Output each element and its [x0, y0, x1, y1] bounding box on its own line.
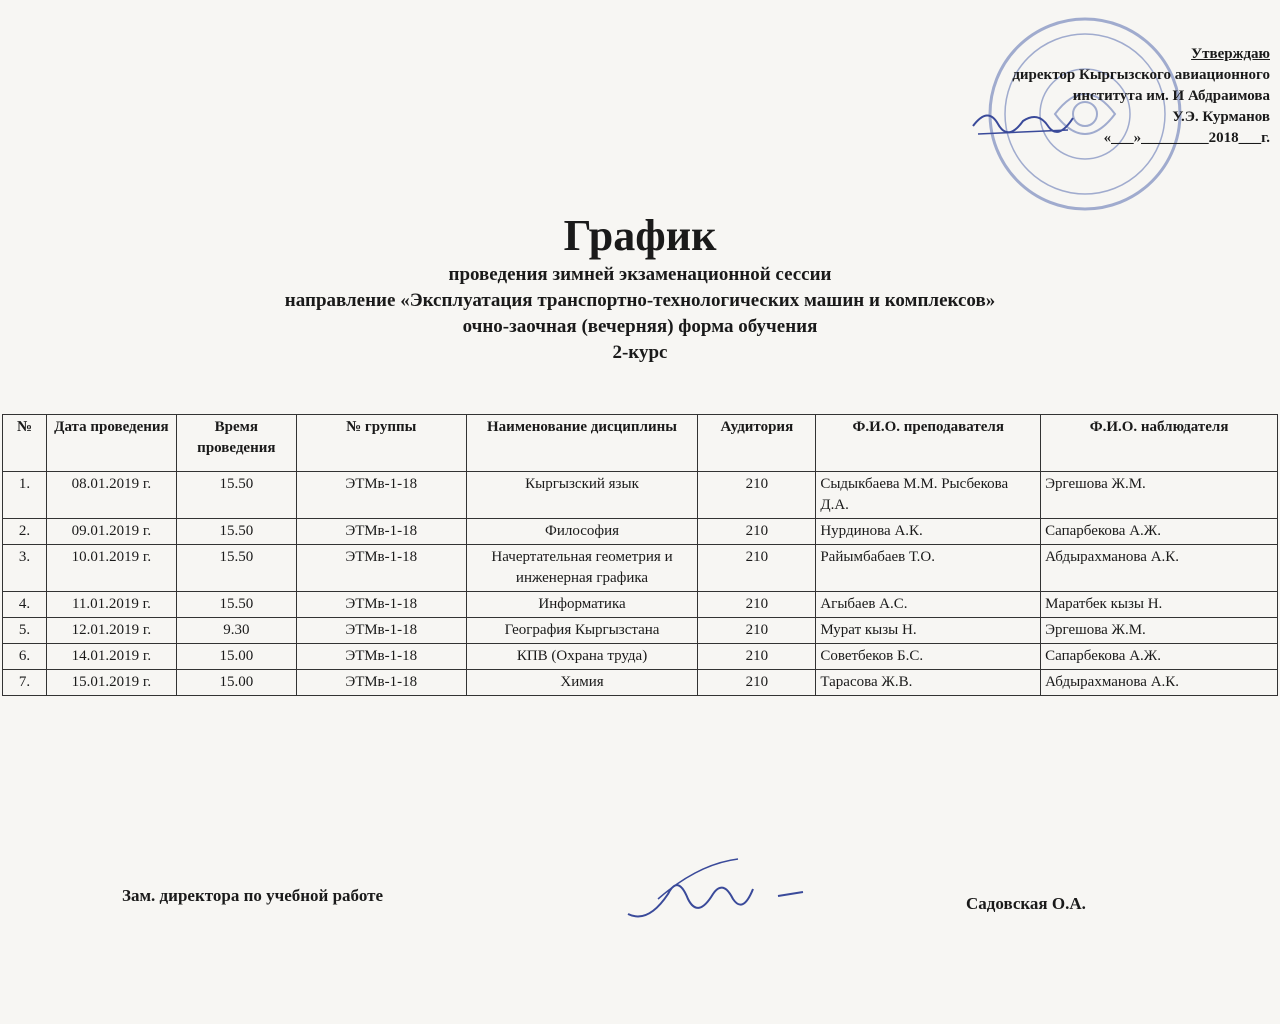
subtitle-line-1: проведения зимней экзаменационной сессии: [448, 264, 832, 285]
table-row: [3, 644, 1278, 670]
footer-position: Зам. директора по учебной работе: [122, 886, 383, 905]
subtitle-line-2: направление «Эксплуатация транспортно-технологических машин и комплексов»: [284, 290, 996, 311]
cell-room: 210: [698, 519, 816, 545]
cell-time: 15.50: [176, 592, 296, 618]
header-date: Дата проведения: [46, 415, 176, 472]
header-group: № группы: [296, 415, 466, 472]
cell-discipline: Философия: [466, 519, 698, 545]
table-row: [3, 472, 1278, 519]
table-row: [3, 592, 1278, 618]
header-time: Время проведения: [176, 415, 296, 472]
approval-position: директор Кыргызского авиационного: [1012, 67, 1270, 83]
cell-date: 12.01.2019 г.: [46, 618, 176, 644]
cell-discipline: КПВ (Охрана труда): [466, 644, 698, 670]
cell-group: ЭТМв-1-18: [296, 618, 466, 644]
cell-discipline: Химия: [466, 670, 698, 696]
cell-observer: Сапарбекова А.Ж.: [1041, 644, 1278, 670]
table-row: [3, 519, 1278, 545]
cell-date: 09.01.2019 г.: [46, 519, 176, 545]
cell-group: ЭТМв-1-18: [296, 472, 466, 519]
cell-teacher: Нурдинова А.К.: [816, 519, 1041, 545]
cell-date: 15.01.2019 г.: [46, 670, 176, 696]
table-header-row: [3, 415, 1278, 472]
header-discipline: Наименование дисциплины: [466, 415, 698, 472]
table-row: [3, 670, 1278, 696]
header-room: Аудитория: [698, 415, 816, 472]
cell-discipline: Информатика: [466, 592, 698, 618]
cell-number: 4.: [3, 592, 47, 618]
footer-name: Садовская О.А.: [966, 894, 1086, 913]
cell-date: 11.01.2019 г.: [46, 592, 176, 618]
cell-observer: Эргешова Ж.М.: [1041, 618, 1278, 644]
cell-group: ЭТМв-1-18: [296, 644, 466, 670]
table-row: [3, 618, 1278, 644]
header-number: №: [3, 415, 47, 472]
cell-teacher: Советбеков Б.С.: [816, 644, 1041, 670]
cell-time: 15.50: [176, 545, 296, 592]
cell-teacher: Сыдыкбаева М.М. Рысбекова Д.А.: [816, 472, 1041, 519]
exam-schedule-table: [2, 414, 1278, 696]
approval-date: «___»_________2018___г.: [1103, 130, 1270, 146]
cell-teacher: Райымбабаев Т.О.: [816, 545, 1041, 592]
cell-teacher: Тарасова Ж.В.: [816, 670, 1041, 696]
deputy-signature: [618, 854, 818, 934]
cell-room: 210: [698, 644, 816, 670]
cell-number: 1.: [3, 472, 47, 519]
cell-number: 2.: [3, 519, 47, 545]
table-row: [3, 545, 1278, 592]
cell-number: 6.: [3, 644, 47, 670]
cell-observer: Маратбек кызы Н.: [1041, 592, 1278, 618]
approval-heading: Утверждаю: [1191, 46, 1270, 62]
cell-time: 9.30: [176, 618, 296, 644]
approval-block: [880, 44, 1270, 149]
subtitle-line-3: очно-заочная (вечерняя) форма обучения: [462, 316, 818, 337]
cell-date: 14.01.2019 г.: [46, 644, 176, 670]
header-teacher: Ф.И.О. преподавателя: [816, 415, 1041, 472]
cell-time: 15.50: [176, 472, 296, 519]
cell-room: 210: [698, 472, 816, 519]
cell-observer: Абдырахманова А.К.: [1041, 670, 1278, 696]
cell-group: ЭТМв-1-18: [296, 670, 466, 696]
cell-group: ЭТМв-1-18: [296, 519, 466, 545]
cell-observer: Абдырахманова А.К.: [1041, 545, 1278, 592]
title-block: [0, 210, 1280, 366]
cell-group: ЭТМв-1-18: [296, 592, 466, 618]
cell-room: 210: [698, 670, 816, 696]
header-observer: Ф.И.О. наблюдателя: [1041, 415, 1278, 472]
cell-discipline: Начертательная геометрия и инженерная графика: [466, 545, 698, 592]
cell-observer: Сапарбекова А.Ж.: [1041, 519, 1278, 545]
cell-date: 10.01.2019 г.: [46, 545, 176, 592]
cell-observer: Эргешова Ж.М.: [1041, 472, 1278, 519]
approval-institute: института им. И Абдраимова: [1072, 88, 1270, 104]
cell-room: 210: [698, 545, 816, 592]
cell-time: 15.00: [176, 670, 296, 696]
cell-teacher: Мурат кызы Н.: [816, 618, 1041, 644]
document-title: График: [563, 211, 717, 260]
cell-teacher: Агыбаев А.С.: [816, 592, 1041, 618]
cell-time: 15.50: [176, 519, 296, 545]
cell-time: 15.00: [176, 644, 296, 670]
subtitle-line-4: 2-курс: [612, 342, 668, 363]
cell-number: 7.: [3, 670, 47, 696]
cell-group: ЭТМв-1-18: [296, 545, 466, 592]
cell-room: 210: [698, 618, 816, 644]
cell-date: 08.01.2019 г.: [46, 472, 176, 519]
cell-number: 5.: [3, 618, 47, 644]
approval-signatory: У.Э. Курманов: [1172, 109, 1270, 125]
cell-number: 3.: [3, 545, 47, 592]
cell-room: 210: [698, 592, 816, 618]
cell-discipline: География Кыргызстана: [466, 618, 698, 644]
cell-discipline: Кыргызский язык: [466, 472, 698, 519]
